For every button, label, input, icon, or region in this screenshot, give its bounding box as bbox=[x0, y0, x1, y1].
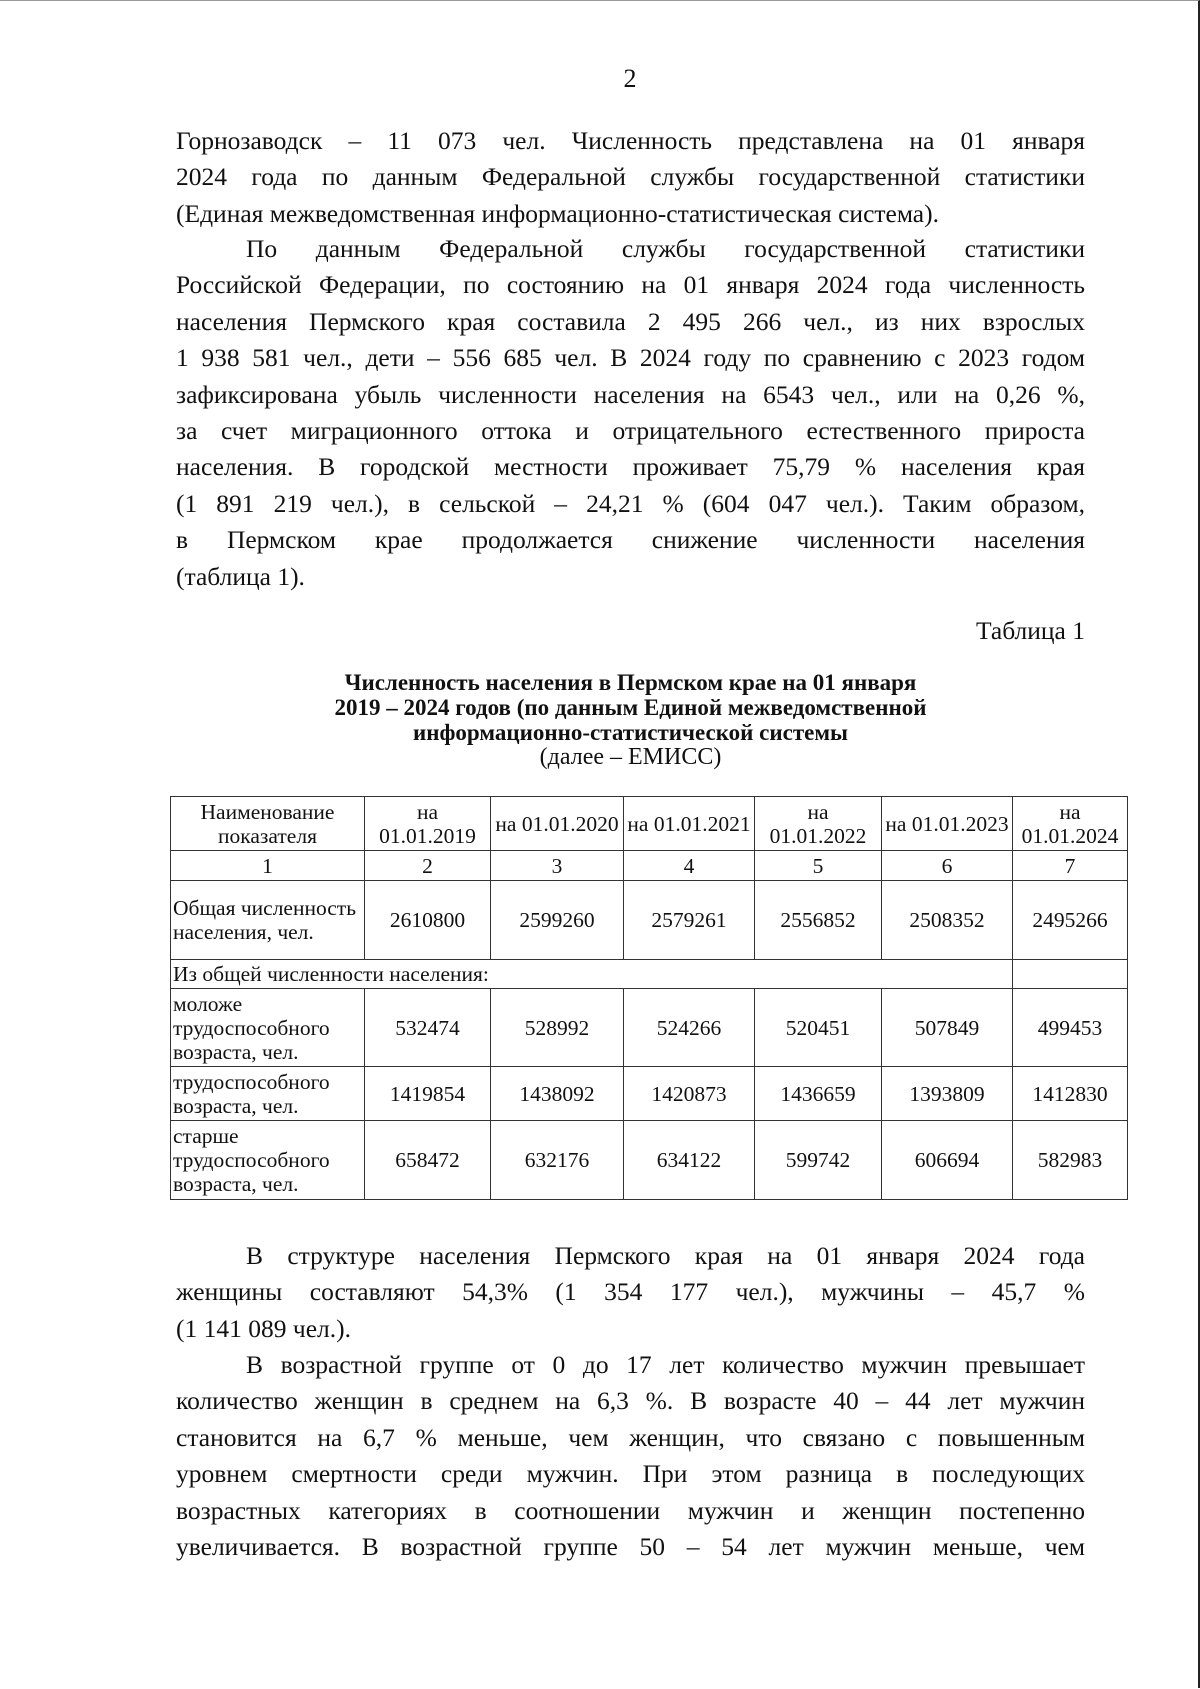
table-cell: 1393809 bbox=[882, 1067, 1013, 1121]
text-line: в Пермском крае продолжается снижение численности населения bbox=[176, 525, 1085, 555]
paragraph-3 bbox=[176, 1238, 1085, 1347]
text-line: за счет миграционного оттока и отрицательного естественного прироста bbox=[176, 415, 1085, 445]
table-row-label: моложе трудоспособного возраста, чел. bbox=[171, 989, 365, 1067]
text-line: зафиксирована убыль численности населения на 6543 чел., или на 0,26 %, bbox=[176, 379, 1085, 409]
table-header-cell: на 01.01.2023 bbox=[882, 797, 1013, 851]
paragraph-4 bbox=[176, 1347, 1085, 1565]
table-column-number: 3 bbox=[491, 851, 624, 881]
text-line: (Единая межведомственная информационно-статистическая система). bbox=[176, 198, 939, 228]
text-line: 1 938 581 чел., дети – 556 685 чел. В 2024 году по сравнению с 2023 годом bbox=[176, 343, 1085, 373]
text-line: По данным Федеральной службы государственной статистики bbox=[246, 234, 1085, 263]
table-cell: 582983 bbox=[1013, 1121, 1128, 1200]
table-column-number: 4 bbox=[624, 851, 755, 881]
table-header-cell: на 01.01.2022 bbox=[755, 797, 882, 851]
table-column-numbers-row bbox=[171, 851, 1128, 881]
table-cell: 2610800 bbox=[365, 881, 491, 960]
table-row-label: Общая численность населения, чел. bbox=[171, 881, 365, 960]
text-line: (1 891 219 чел.), в сельской – 24,21 % (604 047 чел.). Таким образом, bbox=[176, 488, 1085, 518]
text-line: населения Пермского края составила 2 495 266 чел., из них взрослых bbox=[176, 306, 1085, 336]
table-cell: 658472 bbox=[365, 1121, 491, 1200]
table-header-cell: на 01.01.2024 bbox=[1013, 797, 1128, 851]
table-header-cell: Наименование показателя bbox=[171, 797, 365, 851]
paragraph-2 bbox=[176, 231, 1085, 595]
table-column-number: 6 bbox=[882, 851, 1013, 881]
table-cell: 1438092 bbox=[491, 1067, 624, 1121]
table-header-row bbox=[171, 797, 1128, 851]
text-line: В возрастной группе от 0 до 17 лет количество мужчин превышает bbox=[246, 1350, 1085, 1379]
table-title-line: Численность населения в Пермском крае на 01 января bbox=[344, 670, 917, 695]
table-column-number: 2 bbox=[365, 851, 491, 881]
table-title-line: 2019 – 2024 годов (по данным Единой межведомственной bbox=[334, 695, 927, 720]
text-line: В структуре населения Пермского края на 01 января 2024 года bbox=[246, 1241, 1085, 1270]
table-cell: 1420873 bbox=[624, 1067, 755, 1121]
table-cell: 1419854 bbox=[365, 1067, 491, 1121]
table-title bbox=[176, 670, 1085, 770]
table-subheader: Из общей численности населения: bbox=[171, 960, 1013, 989]
table-row bbox=[171, 881, 1128, 960]
table-header-cell: на 01.01.2019 bbox=[365, 797, 491, 851]
text-line: (таблица 1). bbox=[176, 561, 305, 591]
table-title-line: информационно-статистической системы bbox=[413, 720, 848, 745]
text-line: уровнем смертности среди мужчин. При этом разница в последующих bbox=[176, 1459, 1085, 1489]
table-row-label: старше трудоспособного возраста, чел. bbox=[171, 1121, 365, 1200]
table-cell: 520451 bbox=[755, 989, 882, 1067]
table-column-number: 5 bbox=[755, 851, 882, 881]
table-cell: 1436659 bbox=[755, 1067, 882, 1121]
table-cell: 634122 bbox=[624, 1121, 755, 1200]
table-row-label: трудоспособного возраста, чел. bbox=[171, 1067, 365, 1121]
population-table bbox=[170, 796, 1128, 1200]
table-cell: 2508352 bbox=[882, 881, 1013, 960]
table-cell: 632176 bbox=[491, 1121, 624, 1200]
text-line: возрастных категориях в соотношении мужчин и женщин постепенно bbox=[176, 1495, 1085, 1525]
table-cell: 532474 bbox=[365, 989, 491, 1067]
table-row bbox=[171, 1067, 1128, 1121]
table-cell: 599742 bbox=[755, 1121, 882, 1200]
text-line: увеличивается. В возрастной группе 50 – 54 лет мужчин меньше, чем bbox=[176, 1531, 1085, 1561]
text-line: становится на 6,7 % меньше, чем женщин, что связано с повышенным bbox=[176, 1422, 1085, 1452]
table-cell: 2556852 bbox=[755, 881, 882, 960]
table-cell: 524266 bbox=[624, 989, 755, 1067]
table-subheader-row bbox=[171, 960, 1128, 989]
table-column-number: 1 bbox=[171, 851, 365, 881]
table-row bbox=[171, 989, 1128, 1067]
text-line: женщины составляют 54,3% (1 354 177 чел.), мужчины – 45,7 % bbox=[176, 1277, 1085, 1307]
table-title-suffix: (далее – ЕМИСС) bbox=[539, 744, 722, 770]
table-cell: 606694 bbox=[882, 1121, 1013, 1200]
table-cell: 2599260 bbox=[491, 881, 624, 960]
table-row bbox=[171, 1121, 1128, 1200]
text-line: (1 141 089 чел.). bbox=[176, 1313, 351, 1343]
paragraph-1 bbox=[176, 123, 1085, 232]
text-line: Российской Федерации, по состоянию на 01 января 2024 года численность bbox=[176, 270, 1085, 300]
table-cell: 507849 bbox=[882, 989, 1013, 1067]
table-cell: 1412830 bbox=[1013, 1067, 1128, 1121]
table-cell: 499453 bbox=[1013, 989, 1128, 1067]
table-cell: 2579261 bbox=[624, 881, 755, 960]
table-cell: 2495266 bbox=[1013, 881, 1128, 960]
text-line: населения. В городской местности проживает 75,79 % населения края bbox=[176, 452, 1085, 482]
table-header-cell: на 01.01.2021 bbox=[624, 797, 755, 851]
text-line: 2024 года по данным Федеральной службы государственной статистики bbox=[176, 162, 1085, 192]
text-line: Горнозаводск – 11 073 чел. Численность представлена на 01 января bbox=[176, 126, 1085, 155]
table-empty-cell bbox=[1013, 960, 1128, 989]
table-cell: 528992 bbox=[491, 989, 624, 1067]
table-header-cell: на 01.01.2020 bbox=[491, 797, 624, 851]
page-number: 2 bbox=[623, 64, 637, 93]
text-line: количество женщин в среднем на 6,3 %. В возрасте 40 – 44 лет мужчин bbox=[176, 1386, 1085, 1416]
table-label: Таблица 1 bbox=[975, 616, 1085, 645]
table-column-number: 7 bbox=[1013, 851, 1128, 881]
